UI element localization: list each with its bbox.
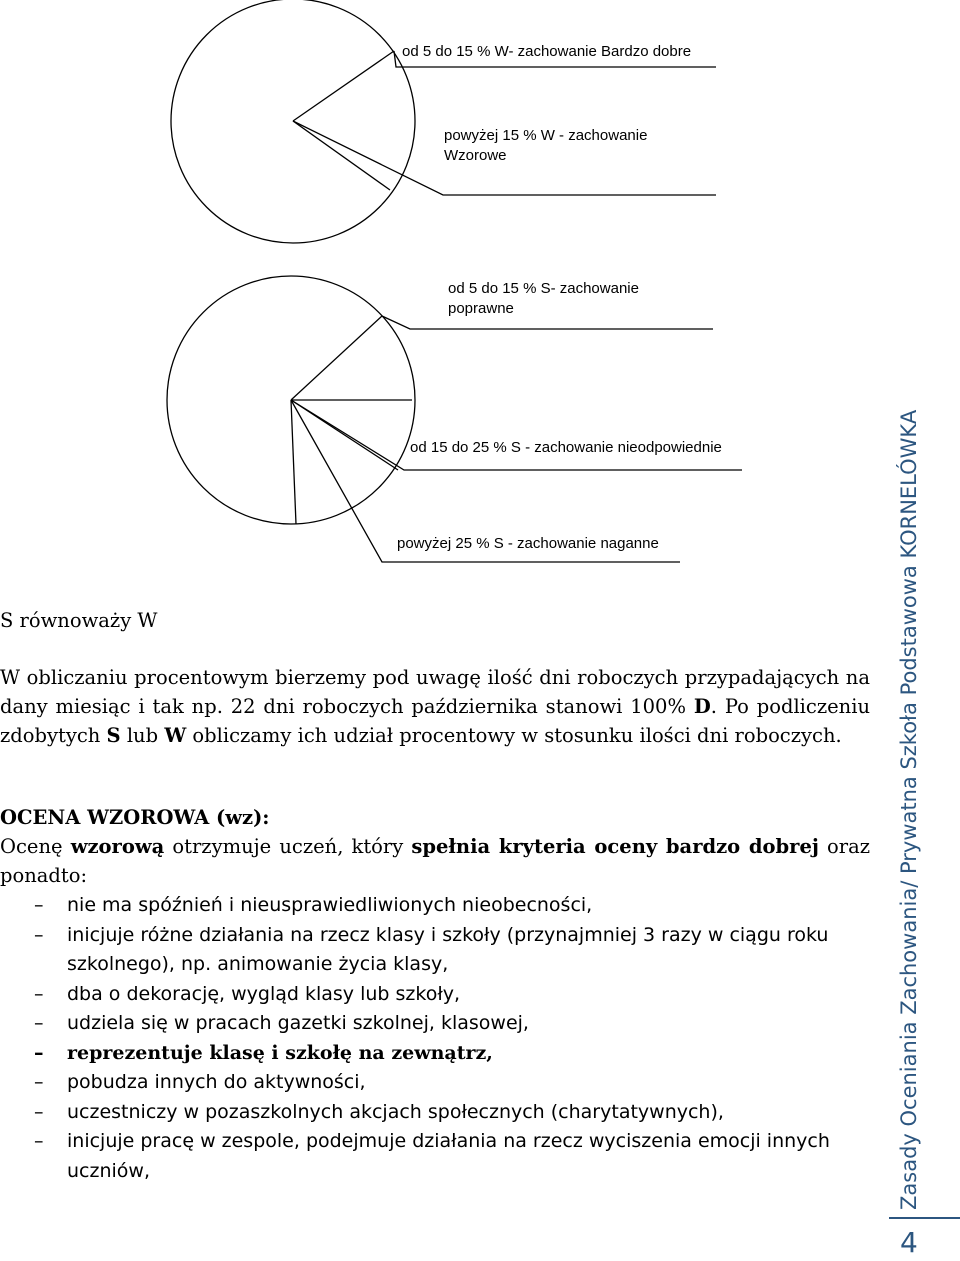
- dash-bullet: –: [34, 982, 44, 1005]
- bold-w: W: [164, 724, 187, 747]
- dash-bullet: –: [34, 1071, 44, 1093]
- list-item: [0, 1068, 870, 1098]
- list-item-text: uczestniczy w pozaszkolnych akcjach społecznych (charytatywnych),: [67, 1100, 724, 1123]
- label-w-wzorowe: Wzorowe: [444, 147, 507, 164]
- label-s-nieodpowiednie: od 15 do 25 % S - zachowanie nieodpowiednie: [410, 439, 722, 456]
- bold-kryteria: spełnia kryteria oceny bardzo dobrej: [411, 835, 819, 858]
- dash-bullet: –: [34, 1130, 44, 1152]
- paragraph-text: obliczamy ich udział procentowy w stosunku ilości dni roboczych.: [186, 724, 842, 747]
- top-pie-radius-line: [293, 51, 394, 121]
- paragraph-text: . Po podliczeniu zdobytych: [0, 695, 871, 747]
- intro-paragraph: [0, 832, 870, 890]
- list-item: [0, 921, 870, 980]
- dash-bullet: –: [34, 1012, 44, 1034]
- page-number: 4: [900, 1226, 918, 1259]
- pie-diagrams: [0, 0, 880, 600]
- paragraph-text: W obliczaniu procentowym bierzemy pod uwagę ilość dni roboczych przypadających na dany miesiąc i tak np. 22 dni roboczych października stanowi 100%: [0, 666, 870, 718]
- sidebar-title: Zasady Oceniania Zachowania/ Prywatna Szkoła Podstawowa KORNELÓWKA: [897, 409, 921, 1210]
- bottom-pie-radius-line: [291, 316, 382, 400]
- bottom-pie-leader-line: [382, 316, 713, 329]
- list-item: [0, 1098, 870, 1128]
- list-item-text: udziela się w pracach gazetki szkolnej, klasowej,: [67, 1012, 529, 1034]
- bottom-pie-chart: [167, 276, 742, 562]
- bold-d: D: [693, 695, 711, 718]
- section-heading: OCENA WZOROWA (wz):: [0, 806, 270, 829]
- label-w-bardzo-dobre: od 5 do 15 % W- zachowanie Bardzo dobre: [402, 43, 692, 60]
- label-s-poprawne: od 5 do 15 % S- zachowanie: [448, 280, 639, 297]
- bottom-pie-leader-line: [291, 400, 742, 470]
- paragraph-text: oraz ponadto:: [0, 835, 871, 887]
- dash-bullet: –: [34, 1041, 44, 1064]
- paragraph-text: lub: [120, 724, 165, 747]
- top-pie-chart: [171, 0, 716, 243]
- list-item: [0, 1127, 870, 1186]
- s-equals-w-text: S równoważy W: [0, 609, 158, 632]
- list-item: [0, 891, 870, 921]
- label-w-wzorowe: powyżej 15 % W - zachowanie: [444, 127, 648, 144]
- dash-bullet: –: [34, 894, 44, 916]
- list-item-text: inicjuje pracę w zespole, podejmuje działania na rzecz wyciszenia emocji innych uczniów,: [67, 1130, 830, 1182]
- list-item: [0, 1009, 870, 1039]
- bottom-pie-radius-line: [291, 400, 296, 524]
- list-item-text: dba o dekorację, wygląd klasy lub szkoły,: [67, 982, 461, 1005]
- list-item-text: inicjuje różne działania na rzecz klasy i szkoły (przynajmniej 3 razy w ciągu roku szkolnego), np. animowanie życia klasy,: [67, 923, 829, 975]
- bold-wzorowa: wzorową: [70, 835, 165, 858]
- top-pie-radius-line: [293, 121, 390, 190]
- criteria-list: [0, 891, 870, 1186]
- label-s-naganne: powyżej 25 % S - zachowanie naganne: [397, 535, 659, 552]
- percentage-paragraph: [0, 663, 870, 750]
- list-item-text: pobudza innych do aktywności,: [67, 1071, 366, 1093]
- list-item: [0, 1039, 870, 1069]
- paragraph-text: otrzymuje uczeń, który: [164, 835, 412, 858]
- dash-bullet: –: [34, 1100, 44, 1123]
- label-s-poprawne: poprawne: [448, 300, 514, 317]
- sidebar-rule: [889, 1217, 960, 1219]
- paragraph-text: Ocenę: [0, 835, 71, 858]
- list-item: [0, 980, 870, 1010]
- list-item-text: reprezentuje klasę i szkołę na zewnątrz,: [67, 1041, 493, 1064]
- dash-bullet: –: [34, 923, 44, 946]
- list-item-text: nie ma spóźnień i nieusprawiedliwionych nieobecności,: [67, 894, 593, 916]
- bold-s: S: [106, 724, 121, 747]
